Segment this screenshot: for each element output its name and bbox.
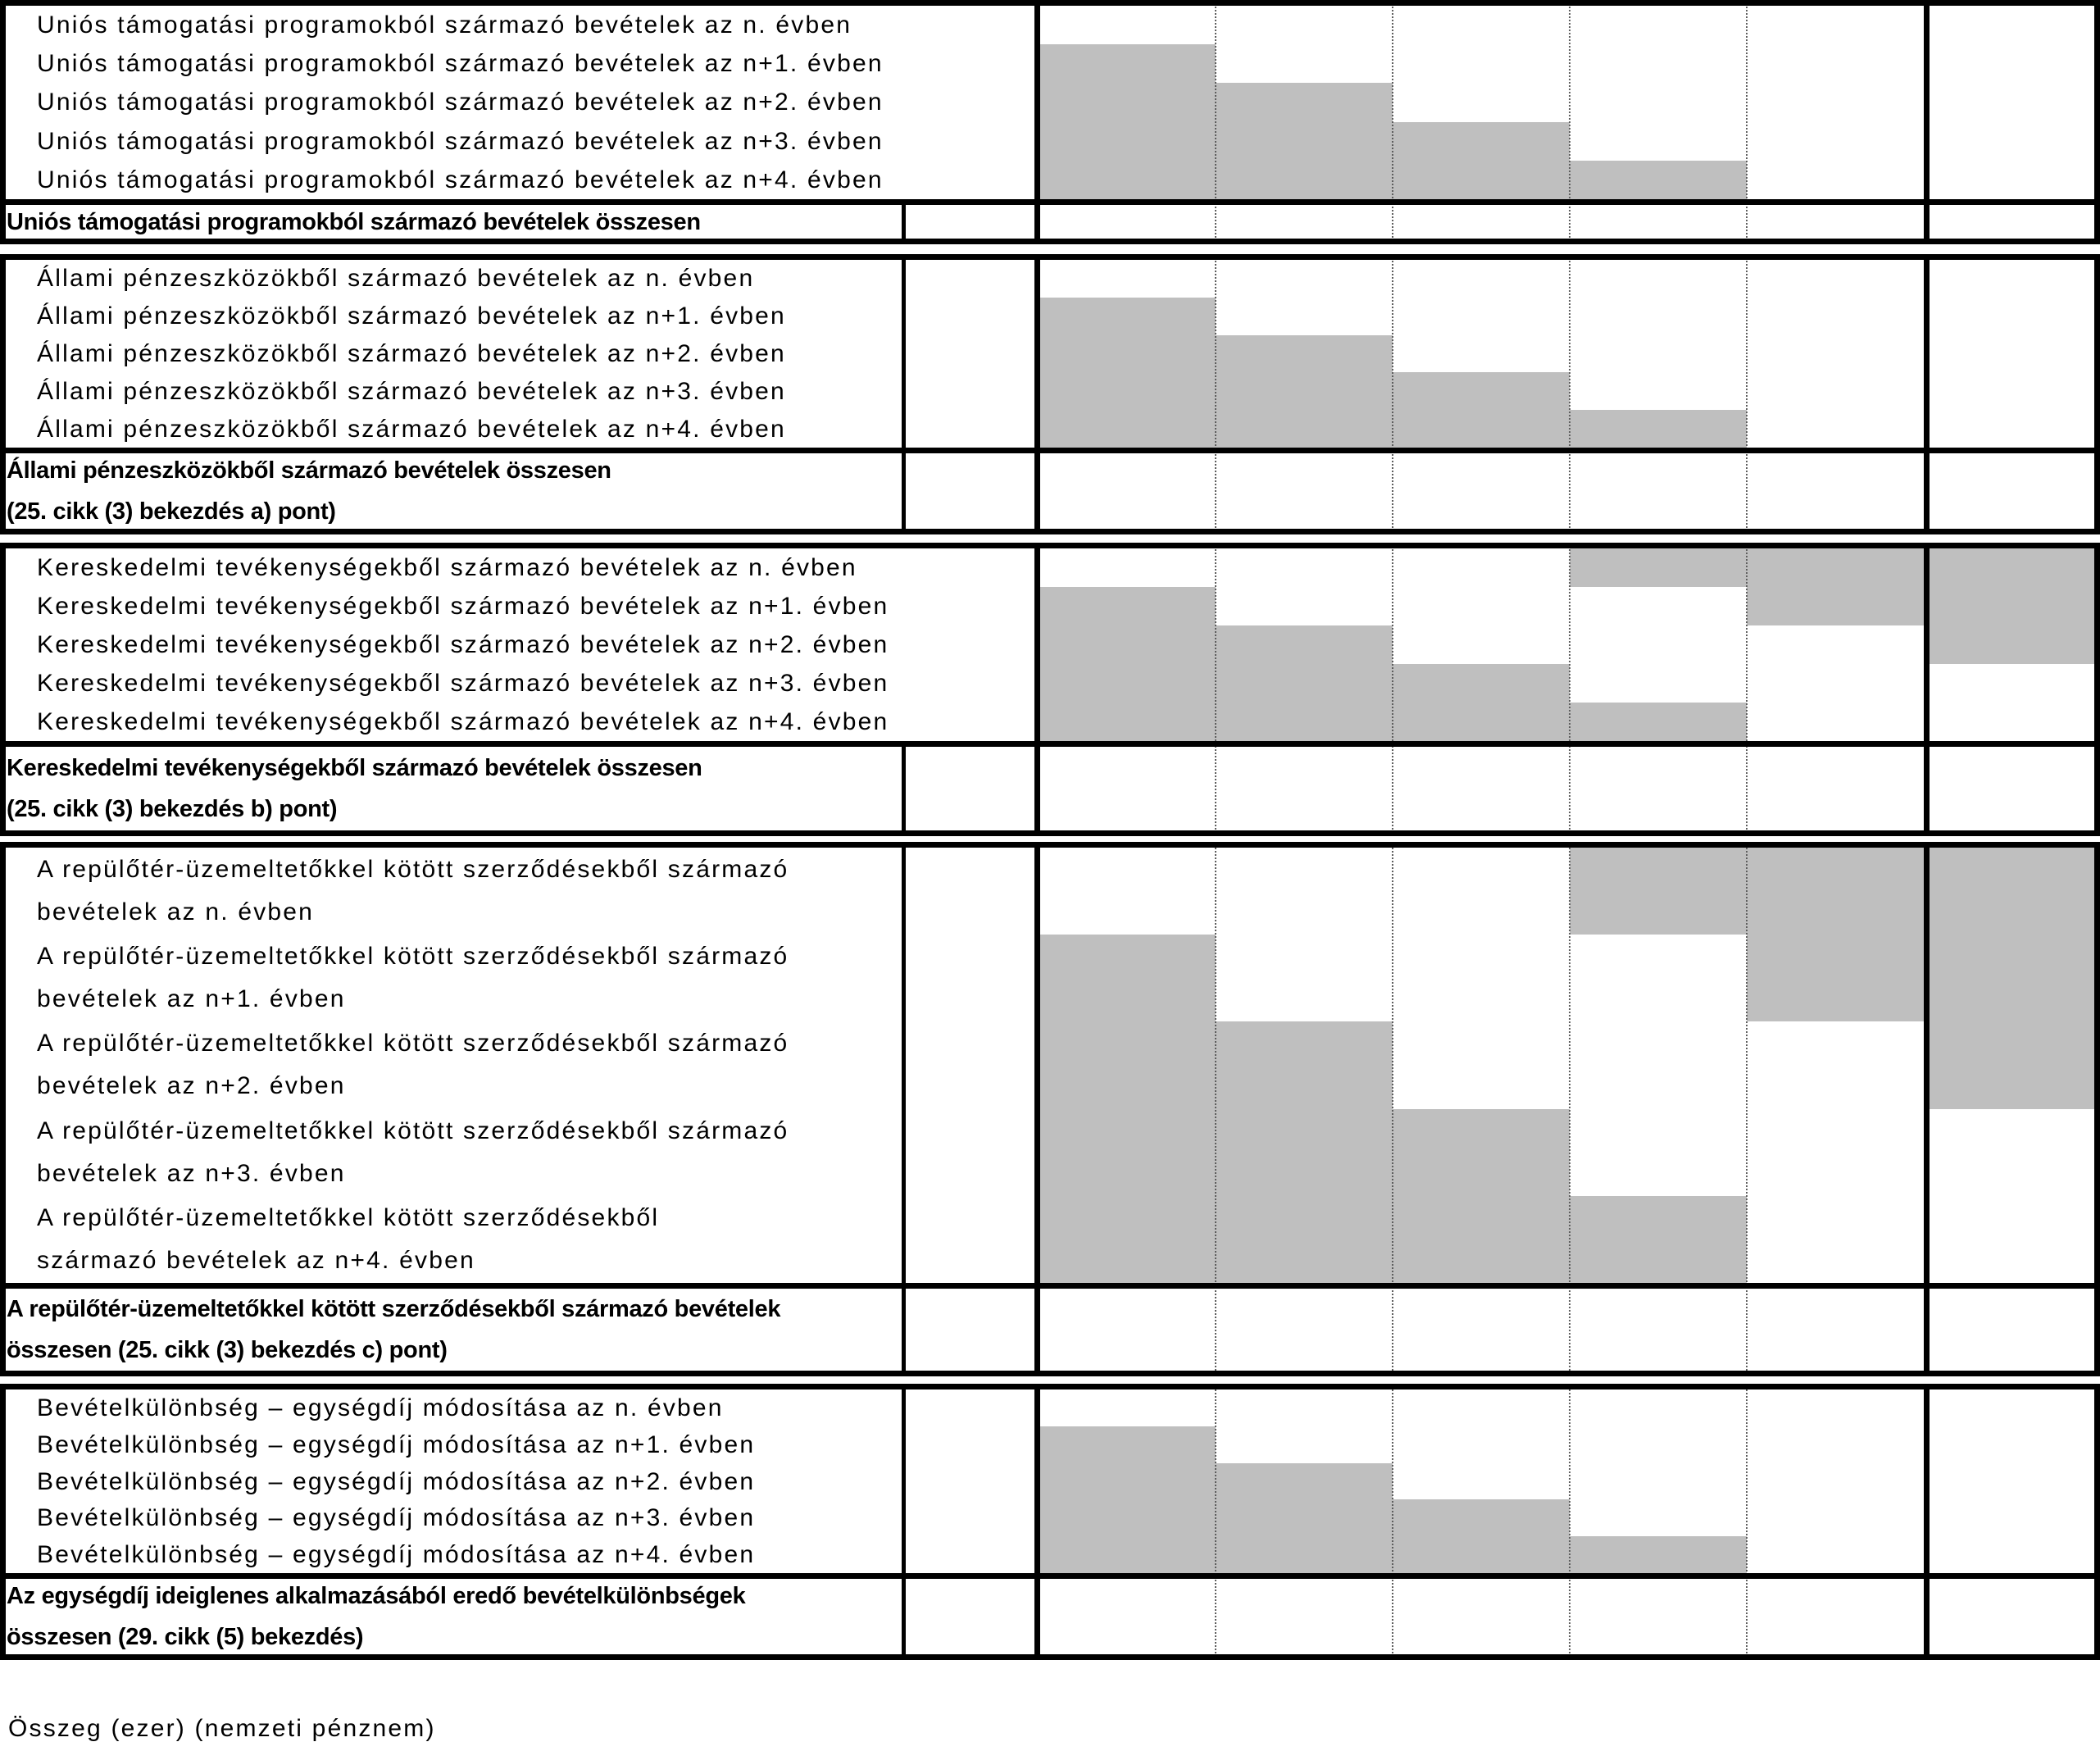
detail-row: [0, 548, 1033, 587]
section-top-border: [0, 543, 2100, 548]
filled-cell-col6-rows1-3: [1930, 848, 2094, 1109]
filled-cell-col1-rows2-5: [1040, 587, 1216, 741]
table-right-border: [2094, 842, 2100, 1376]
section-block-allami-penzeszkozok: [0, 254, 2100, 534]
section-block-repuloter-uzemeltetok: [0, 842, 2100, 1376]
detail-row-label: Állami pénzeszközökből származó bevételek az n. évben: [37, 265, 755, 293]
filled-cell-col1-rows2-5: [1040, 1426, 1216, 1573]
detail-row: [0, 664, 1033, 703]
detail-row: [0, 935, 1033, 1021]
summary-row-label: Kereskedelmi tevékenységekből származó bevételek összesen: [7, 755, 702, 781]
filled-cell-col6-rows1-3: [1930, 548, 2094, 664]
detail-row: [0, 1109, 1033, 1196]
detail-row-label: Állami pénzeszközökből származó bevételek az n+4. évben: [37, 415, 786, 443]
last-column-divider: [1924, 254, 1930, 534]
summary-row-label: A repülőtér-üzemeltetőkkel kötött szerződésekből származó bevételek: [7, 1296, 781, 1322]
summary-top-border: [0, 741, 2100, 747]
section-bottom-border: [0, 1371, 2100, 1376]
filled-cell-col1-rows2-5: [1040, 935, 1216, 1283]
detail-row-label: Bevételkülönbség – egységdíj módosítása az n+2. évben: [37, 1467, 756, 1495]
detail-row-label: Uniós támogatási programokból származó bevételek az n. évben: [37, 11, 852, 39]
summary-row-label: Állami pénzeszközökből származó bevételek összesen: [7, 457, 611, 484]
detail-row-label: A repülőtér-üzemeltetőkkel kötött szerződésekből: [37, 1203, 660, 1231]
narrow-column-divider: [902, 199, 906, 244]
section-top-border: [0, 842, 2100, 848]
column-hairline: [1215, 543, 1216, 836]
section-block-kereskedelmi-tevekenysegek: [0, 543, 2100, 836]
summary-row: [0, 453, 902, 529]
column-hairline: [1392, 842, 1393, 1376]
detail-row-label: Állami pénzeszközökből származó bevételek az n+1. évben: [37, 302, 786, 330]
table-right-border: [2094, 254, 2100, 534]
detail-row: [0, 1021, 1033, 1108]
detail-row-label: Bevételkülönbség – egységdíj módosítása az n+1. évben: [37, 1430, 756, 1458]
column-hairline: [1392, 0, 1393, 244]
detail-row-label: Kereskedelmi tevékenységekből származó bevételek az n+1. évben: [37, 593, 889, 620]
section-block-unios-tamogatas: [0, 0, 2100, 244]
summary-top-border: [0, 1283, 2100, 1289]
detail-row: [0, 848, 1033, 935]
filled-cell-col4-rows5-5: [1570, 1196, 1747, 1283]
column-hairline: [1746, 0, 1748, 244]
summary-row-label: (25. cikk (3) bekezdés a) pont): [7, 498, 336, 525]
column-hairline: [1569, 842, 1570, 1376]
data-area-divider: [1034, 254, 1040, 534]
detail-row-label: A repülőtér-üzemeltetőkkel kötött szerződésekből származó: [37, 943, 789, 971]
filled-cell-col3-rows4-5: [1393, 1109, 1570, 1283]
detail-row: [0, 260, 1033, 298]
detail-row-label: Bevételkülönbség – egységdíj módosítása az n+3. évben: [37, 1504, 756, 1532]
section-block-bevetelkulonbseg: [0, 1384, 2100, 1660]
detail-row: [0, 122, 1033, 161]
detail-row-label: Kereskedelmi tevékenységekből származó bevételek az n+4. évben: [37, 708, 889, 735]
detail-row: [0, 1536, 1033, 1573]
detail-row-label: származó bevételek az n+4. évben: [37, 1246, 475, 1274]
detail-row: [0, 1499, 1033, 1536]
detail-row-label: Kereskedelmi tevékenységekből származó bevételek az n+2. évben: [37, 631, 889, 658]
detail-row: [0, 335, 1033, 373]
summary-row: [0, 1579, 902, 1654]
detail-row-label: bevételek az n+3. évben: [37, 1159, 346, 1187]
column-hairline: [1392, 1384, 1393, 1660]
detail-row-label: bevételek az n. évben: [37, 898, 315, 926]
summary-row: [0, 747, 902, 830]
column-hairline: [1746, 842, 1748, 1376]
detail-row: [0, 703, 1033, 741]
detail-row: [0, 1196, 1033, 1283]
data-area-divider: [1034, 1384, 1040, 1660]
summary-row-label: összesen (29. cikk (5) bekezdés): [7, 1624, 364, 1650]
filled-cell-col3-rows4-5: [1393, 1499, 1570, 1573]
column-hairline: [1746, 254, 1748, 534]
summary-row-label: (25. cikk (3) bekezdés b) pont): [7, 796, 338, 822]
detail-row: [0, 6, 1033, 44]
filled-cell-col4-rows1-1: [1570, 548, 1747, 587]
filled-cell-col4-rows5-5: [1570, 410, 1747, 448]
data-area-divider: [1034, 0, 1040, 244]
column-hairline: [1392, 543, 1393, 836]
detail-row-label: Bevételkülönbség – egységdíj módosítása az n. évben: [37, 1394, 724, 1421]
filled-cell-col3-rows4-5: [1393, 664, 1570, 741]
filled-cell-col2-rows3-5: [1216, 1021, 1393, 1283]
table-right-border: [2094, 543, 2100, 836]
column-hairline: [1215, 1384, 1216, 1660]
detail-row-label: Állami pénzeszközökből származó bevételek az n+2. évben: [37, 340, 786, 367]
detail-row: [0, 44, 1033, 83]
summary-row-label: összesen (25. cikk (3) bekezdés c) pont): [7, 1337, 448, 1363]
table-right-border: [2094, 1384, 2100, 1660]
column-hairline: [1215, 254, 1216, 534]
footer-label: Összeg (ezer) (nemzeti pénznem): [8, 1715, 436, 1742]
detail-row: [0, 587, 1033, 625]
summary-row: [0, 205, 902, 239]
summary-row-label: Az egységdíj ideiglenes alkalmazásából eredő bevételkülönbségek: [7, 1583, 746, 1609]
column-hairline: [1569, 0, 1570, 244]
detail-row-label: bevételek az n+2. évben: [37, 1072, 346, 1100]
filled-cell-col1-rows2-5: [1040, 44, 1216, 199]
detail-row-label: bevételek az n+1. évben: [37, 985, 346, 1013]
detail-row-label: Kereskedelmi tevékenységekből származó bevételek az n+3. évben: [37, 670, 889, 697]
data-area-divider: [1034, 842, 1040, 1376]
column-hairline: [1569, 543, 1570, 836]
detail-row: [0, 625, 1033, 664]
column-hairline: [1569, 254, 1570, 534]
column-hairline: [1746, 543, 1748, 836]
narrow-column-divider: [902, 741, 906, 836]
detail-row: [0, 372, 1033, 410]
detail-row: [0, 1426, 1033, 1463]
detail-row: [0, 83, 1033, 121]
detail-row: [0, 1389, 1033, 1426]
column-hairline: [1746, 1384, 1748, 1660]
filled-cell-col2-rows3-5: [1216, 335, 1393, 448]
column-hairline: [1215, 842, 1216, 1376]
filled-cell-col4-rows5-5: [1570, 161, 1747, 199]
detail-row: [0, 161, 1033, 199]
detail-row: [0, 1463, 1033, 1500]
filled-cell-col2-rows3-5: [1216, 625, 1393, 741]
last-column-divider: [1924, 543, 1930, 836]
section-top-border: [0, 0, 2100, 6]
detail-row-label: Uniós támogatási programokból származó bevételek az n+1. évben: [37, 50, 884, 78]
filled-cell-col4-rows5-5: [1570, 703, 1747, 741]
table-right-border: [2094, 0, 2100, 244]
detail-row: [0, 410, 1033, 448]
detail-row-label: Állami pénzeszközökből származó bevételek az n+3. évben: [37, 377, 786, 405]
detail-row-label: Kereskedelmi tevékenységekből származó bevételek az n. évben: [37, 554, 857, 581]
column-hairline: [1392, 254, 1393, 534]
detail-row-label: Uniós támogatási programokból származó bevételek az n+4. évben: [37, 166, 884, 193]
filled-cell-col2-rows3-5: [1216, 83, 1393, 199]
filled-cell-col1-rows2-5: [1040, 298, 1216, 448]
column-hairline: [1569, 1384, 1570, 1660]
summary-row: [0, 1289, 902, 1371]
detail-row-label: Uniós támogatási programokból származó bevételek az n+3. évben: [37, 127, 884, 155]
detail-row: [0, 298, 1033, 335]
detail-row-label: Uniós támogatási programokból származó bevételek az n+2. évben: [37, 89, 884, 116]
detail-row-label: A repülőtér-üzemeltetőkkel kötött szerződésekből származó: [37, 1117, 789, 1144]
filled-cell-col5-rows1-2: [1747, 848, 1924, 1021]
filled-cell-col5-rows1-2: [1747, 548, 1924, 625]
detail-row-label: A repülőtér-üzemeltetőkkel kötött szerződésekből származó: [37, 1030, 789, 1057]
last-column-divider: [1924, 1384, 1930, 1660]
filled-cell-col2-rows3-5: [1216, 1463, 1393, 1573]
filled-cell-col3-rows4-5: [1393, 372, 1570, 448]
column-hairline: [1215, 0, 1216, 244]
detail-row-label: Bevételkülönbség – egységdíj módosítása az n+4. évben: [37, 1541, 756, 1569]
detail-row-label: A repülőtér-üzemeltetőkkel kötött szerződésekből származó: [37, 856, 789, 884]
filled-cell-col4-rows1-1: [1570, 848, 1747, 935]
filled-cell-col3-rows4-5: [1393, 122, 1570, 199]
section-bottom-border: [0, 830, 2100, 836]
last-column-divider: [1924, 0, 1930, 244]
data-area-divider: [1034, 543, 1040, 836]
summary-row-label: Uniós támogatási programokból származó bevételek összesen: [7, 208, 701, 235]
filled-cell-col4-rows5-5: [1570, 1536, 1747, 1573]
last-column-divider: [1924, 842, 1930, 1376]
